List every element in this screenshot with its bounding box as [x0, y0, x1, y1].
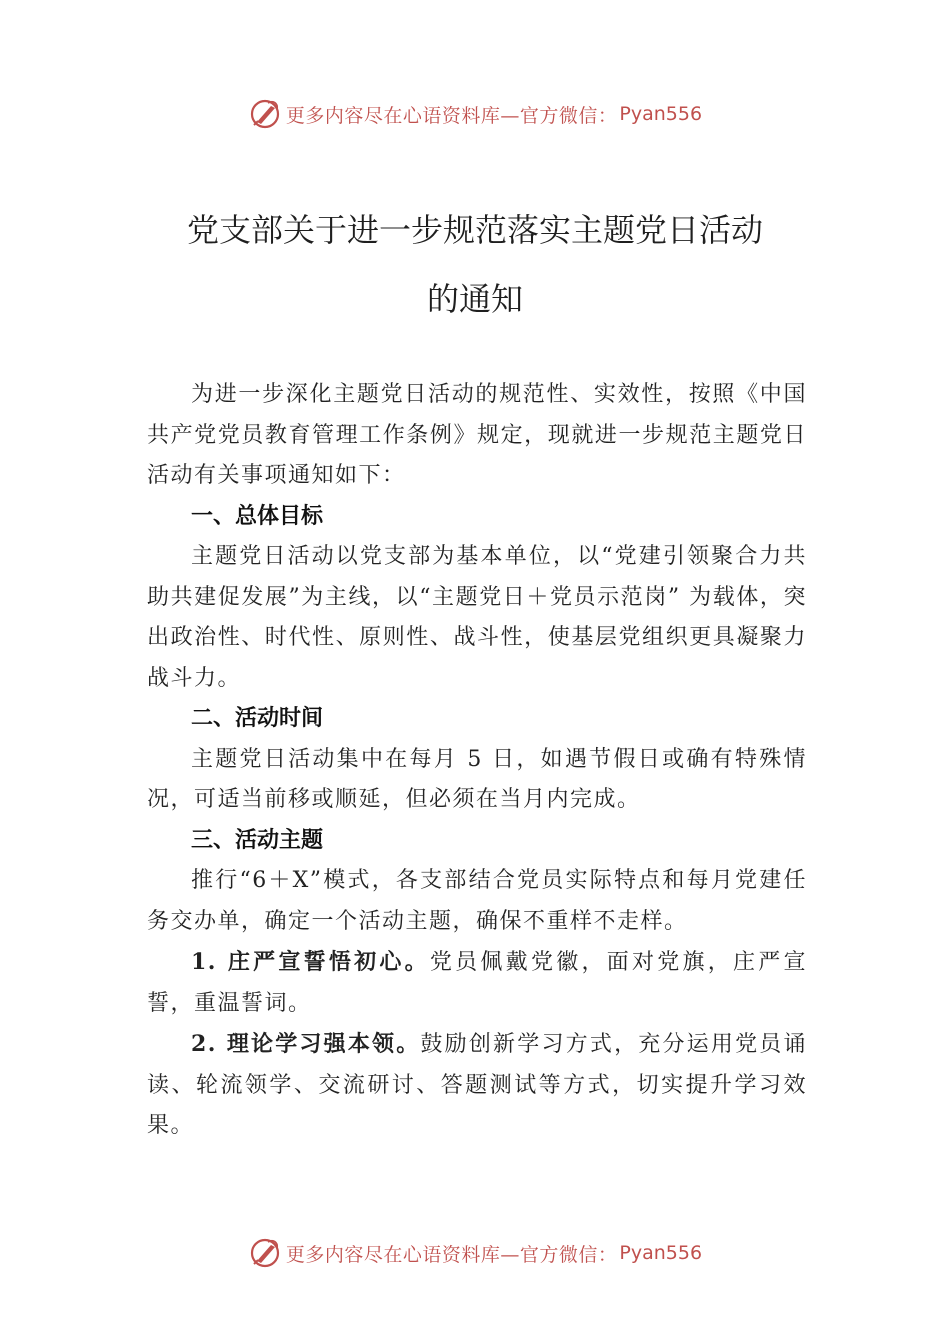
header-banner	[0, 94, 950, 134]
section-2-heading: 二、活动时间	[191, 706, 324, 731]
document-body	[147, 375, 807, 1147]
banner-wechat-id: Pyan556	[619, 103, 703, 125]
banner-text: 更多内容尽在心语资料库—官方微信：	[285, 1243, 618, 1266]
section-3-paragraph: 推行“6＋X”模式，各支部结合党员实际特点和每月党建任务交办单，确定一个活动主题，确保不重样不走样。	[147, 868, 807, 934]
item-1-text: 党员佩戴党徽，面对党旗，庄严宣誓，重温誓词。	[147, 950, 807, 1016]
item-2-lead: 2. 理论学习强本领。	[191, 1031, 421, 1057]
item-1-lead: 1. 庄严宣誓悟初心。	[191, 949, 430, 975]
document-title-line-2: 的通知	[426, 280, 523, 318]
quill-logo-icon	[248, 97, 282, 131]
quill-logo-icon	[248, 1236, 282, 1270]
item-2-text: 鼓励创新学习方式，充分运用党员诵读、轮流领学、交流研讨、答题测试等方式，切实提升学习效果。	[147, 1032, 807, 1138]
banner-text: 更多内容尽在心语资料库—官方微信：	[285, 104, 618, 127]
section-3-item-1	[147, 942, 807, 1024]
section-3-heading: 三、活动主题	[191, 827, 324, 853]
section-1-paragraph: 主题党日活动以党支部为基本单位，以“党建引领聚合力共助共建促发展”为主线，以“主题党日＋党员示范岗” 为载体，突出政治性、时代性、原则性、战斗性，使基层党组织更具凝聚力战斗力。	[147, 544, 807, 691]
footer-banner	[0, 1233, 950, 1273]
document-title-line-1: 党支部关于进一步规范落实主题党日活动	[186, 211, 763, 249]
section-1-heading: 一、总体目标	[191, 503, 324, 529]
section-3-item-2	[147, 1024, 807, 1147]
intro-paragraph: 为进一步深化主题党日活动的规范性、实效性，按照《中国共产党党员教育管理工作条例》规定，现就进一步规范主题党日活动有关事项通知如下：	[147, 382, 807, 488]
banner-wechat-id: Pyan556	[619, 1242, 703, 1264]
section-2-paragraph: 主题党日活动集中在每月 5 日，如遇节假日或确有特殊情况，可适当前移或顺延，但必须在当月内完成。	[147, 746, 807, 812]
